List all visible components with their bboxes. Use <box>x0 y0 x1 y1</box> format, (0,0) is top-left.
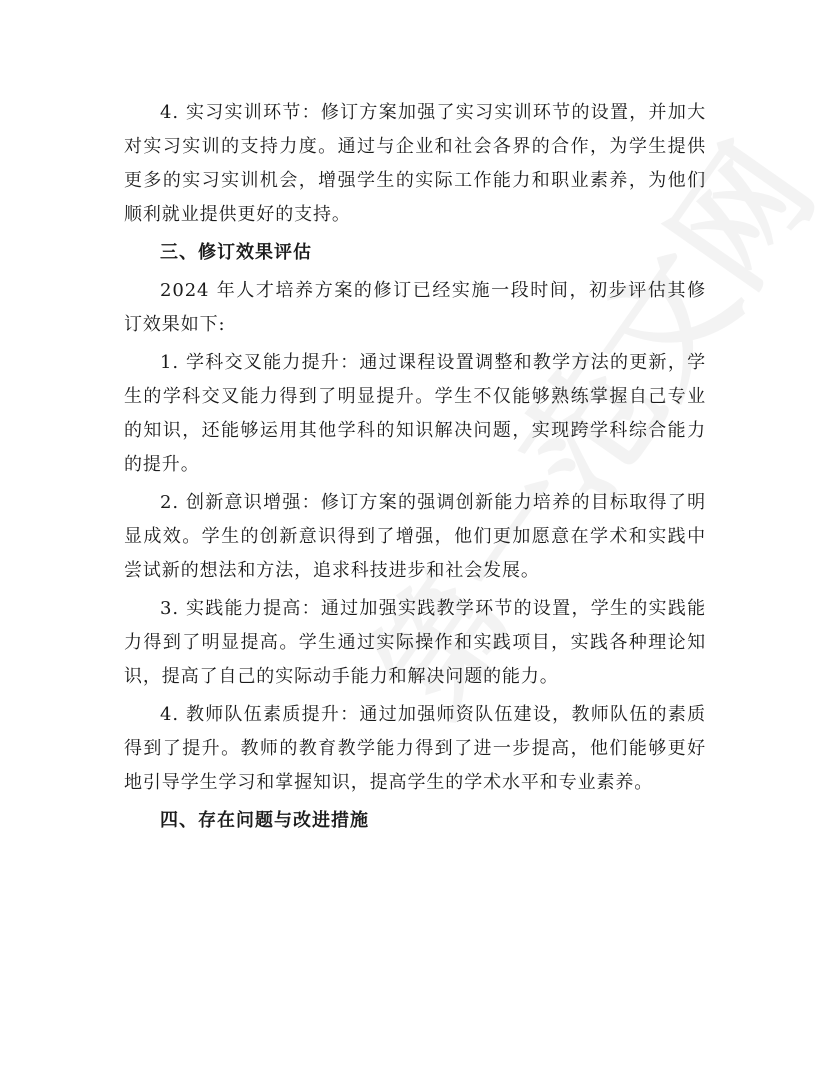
paragraph-innovation: 2. 创新意识增强：修订方案的强调创新能力培养的目标取得了明显成效。学生的创新意识得到了增强，他们更加愿意在学术和实践中尝试新的想法和方法，追求科技进步和社会发展。 <box>124 492 706 581</box>
paragraph-internship: 4. 实习实训环节：修订方案加强了实习实训环节的设置，并加大对实习实训的支持力度。通过与企业和社会各界的合作，为学生提供更多的实习实训机会，增强学生的实际工作能力和职业素养，为他们顺利就业提供更好的支持。 <box>124 102 706 225</box>
paragraph-evaluation-intro: 2024 年人才培养方案的修订已经实施一段时间，初步评估其修订效果如下: <box>124 280 706 335</box>
paragraph-practice: 3. 实践能力提高：通过加强实践教学环节的设置，学生的实践能力得到了明显提高。学生通过实际操作和实践项目，实践各种理论知识，提高了自己的实际动手能力和解决问题的能力。 <box>124 598 706 687</box>
section-heading-problems: 四、存在问题与改进措施 <box>160 810 369 831</box>
document-body <box>124 96 706 838</box>
paragraph-interdisciplinary: 1. 学科交叉能力提升：通过课程设置调整和教学方法的更新，学生的学科交叉能力得到了明显提升。学生不仅能够熟练掌握自己专业的知识，还能够运用其他学科的知识解决问题，实现跨学科综合能力的提升。 <box>124 352 706 475</box>
section-heading-evaluation: 三、修订效果评估 <box>160 242 312 263</box>
paragraph-faculty: 4. 教师队伍素质提升：通过加强师资队伍建设，教师队伍的素质得到了提升。教师的教育教学能力得到了进一步提高，他们能够更好地引导学生学习和掌握知识，提高学生的学术水平和专业素养。 <box>124 704 706 793</box>
